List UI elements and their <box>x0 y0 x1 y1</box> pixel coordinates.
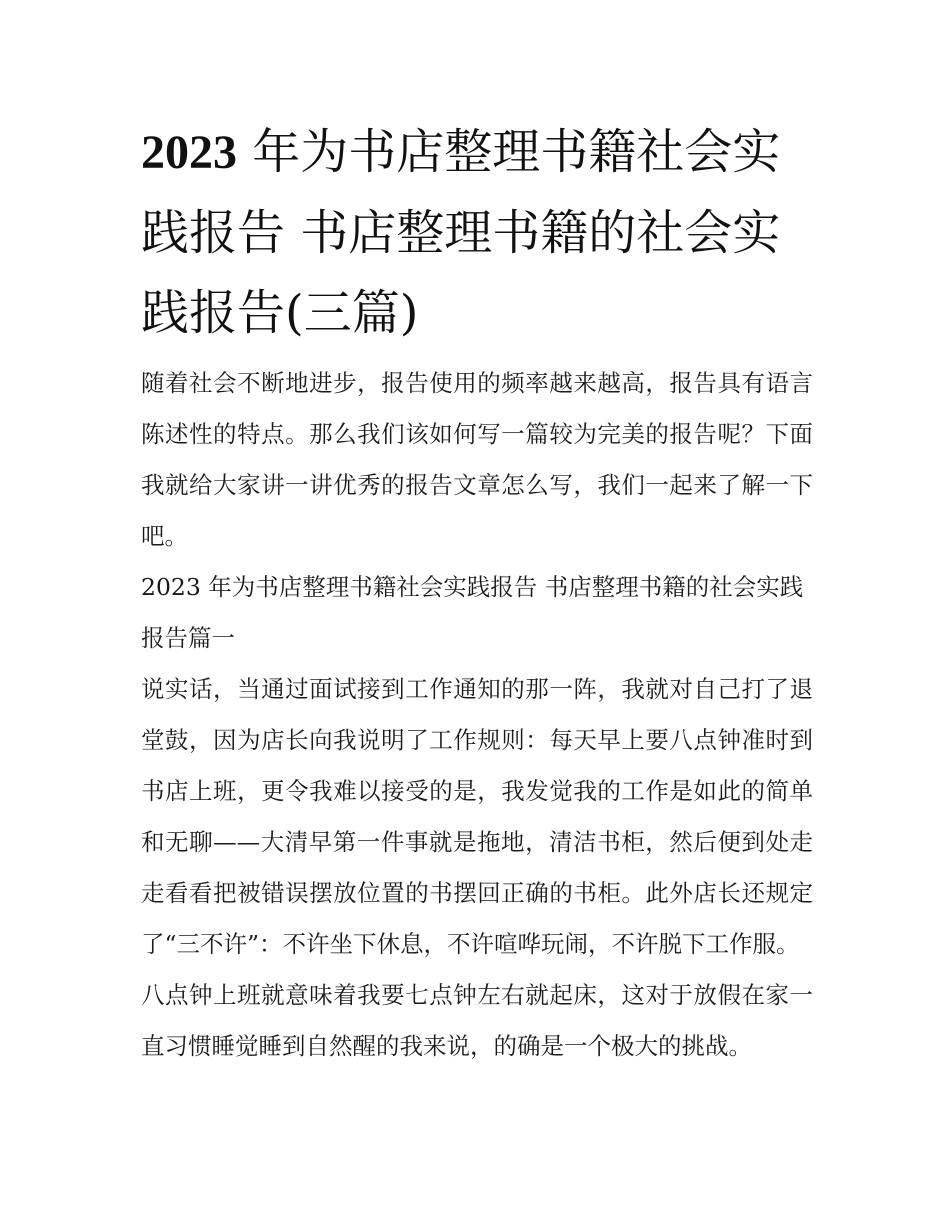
title-text: 年为书店整理书籍社会实践报告 书店整理书籍的社会实践报告(三篇) <box>141 124 781 341</box>
intro-paragraph: 随着社会不断地进步，报告使用的频率越来越高，报告具有语言陈述性的特点。那么我们该如何写一篇较为完美的报告呢？下面我就给大家讲一讲优秀的报告文章怎么写，我们一起来了解一下吧。 <box>141 369 813 550</box>
document-page <box>141 112 813 1072</box>
section-heading: 2023 年为书店整理书籍社会实践报告 书店整理书籍的社会实践报告篇一 <box>141 573 804 652</box>
body-paragraph-2: 八点钟上班就意味着我要七点钟左右就起床，这对于放假在家一直习惯睡觉睡到自然醒的我来说，的确是一个极大的挑战。 <box>141 981 813 1060</box>
body-paragraph-1: 说实话，当通过面试接到工作通知的那一阵，我就对自己打了退堂鼓，因为店长向我说明了工作规则：每天早上要八点钟准时到书店上班，更令我难以接受的是，我发觉我的工作是如此的简单和无聊——大清早第一件事就是拖地，清洁书柜，然后便到处走走看看把被错误摆放位置的书摆回正确的书柜。此外店长还规定了“三不许”：不许坐下休息，不许喧哗玩闹，不许脱下工作服。 <box>141 675 813 958</box>
document-title <box>141 112 813 353</box>
title-year: 2023 <box>141 126 237 179</box>
